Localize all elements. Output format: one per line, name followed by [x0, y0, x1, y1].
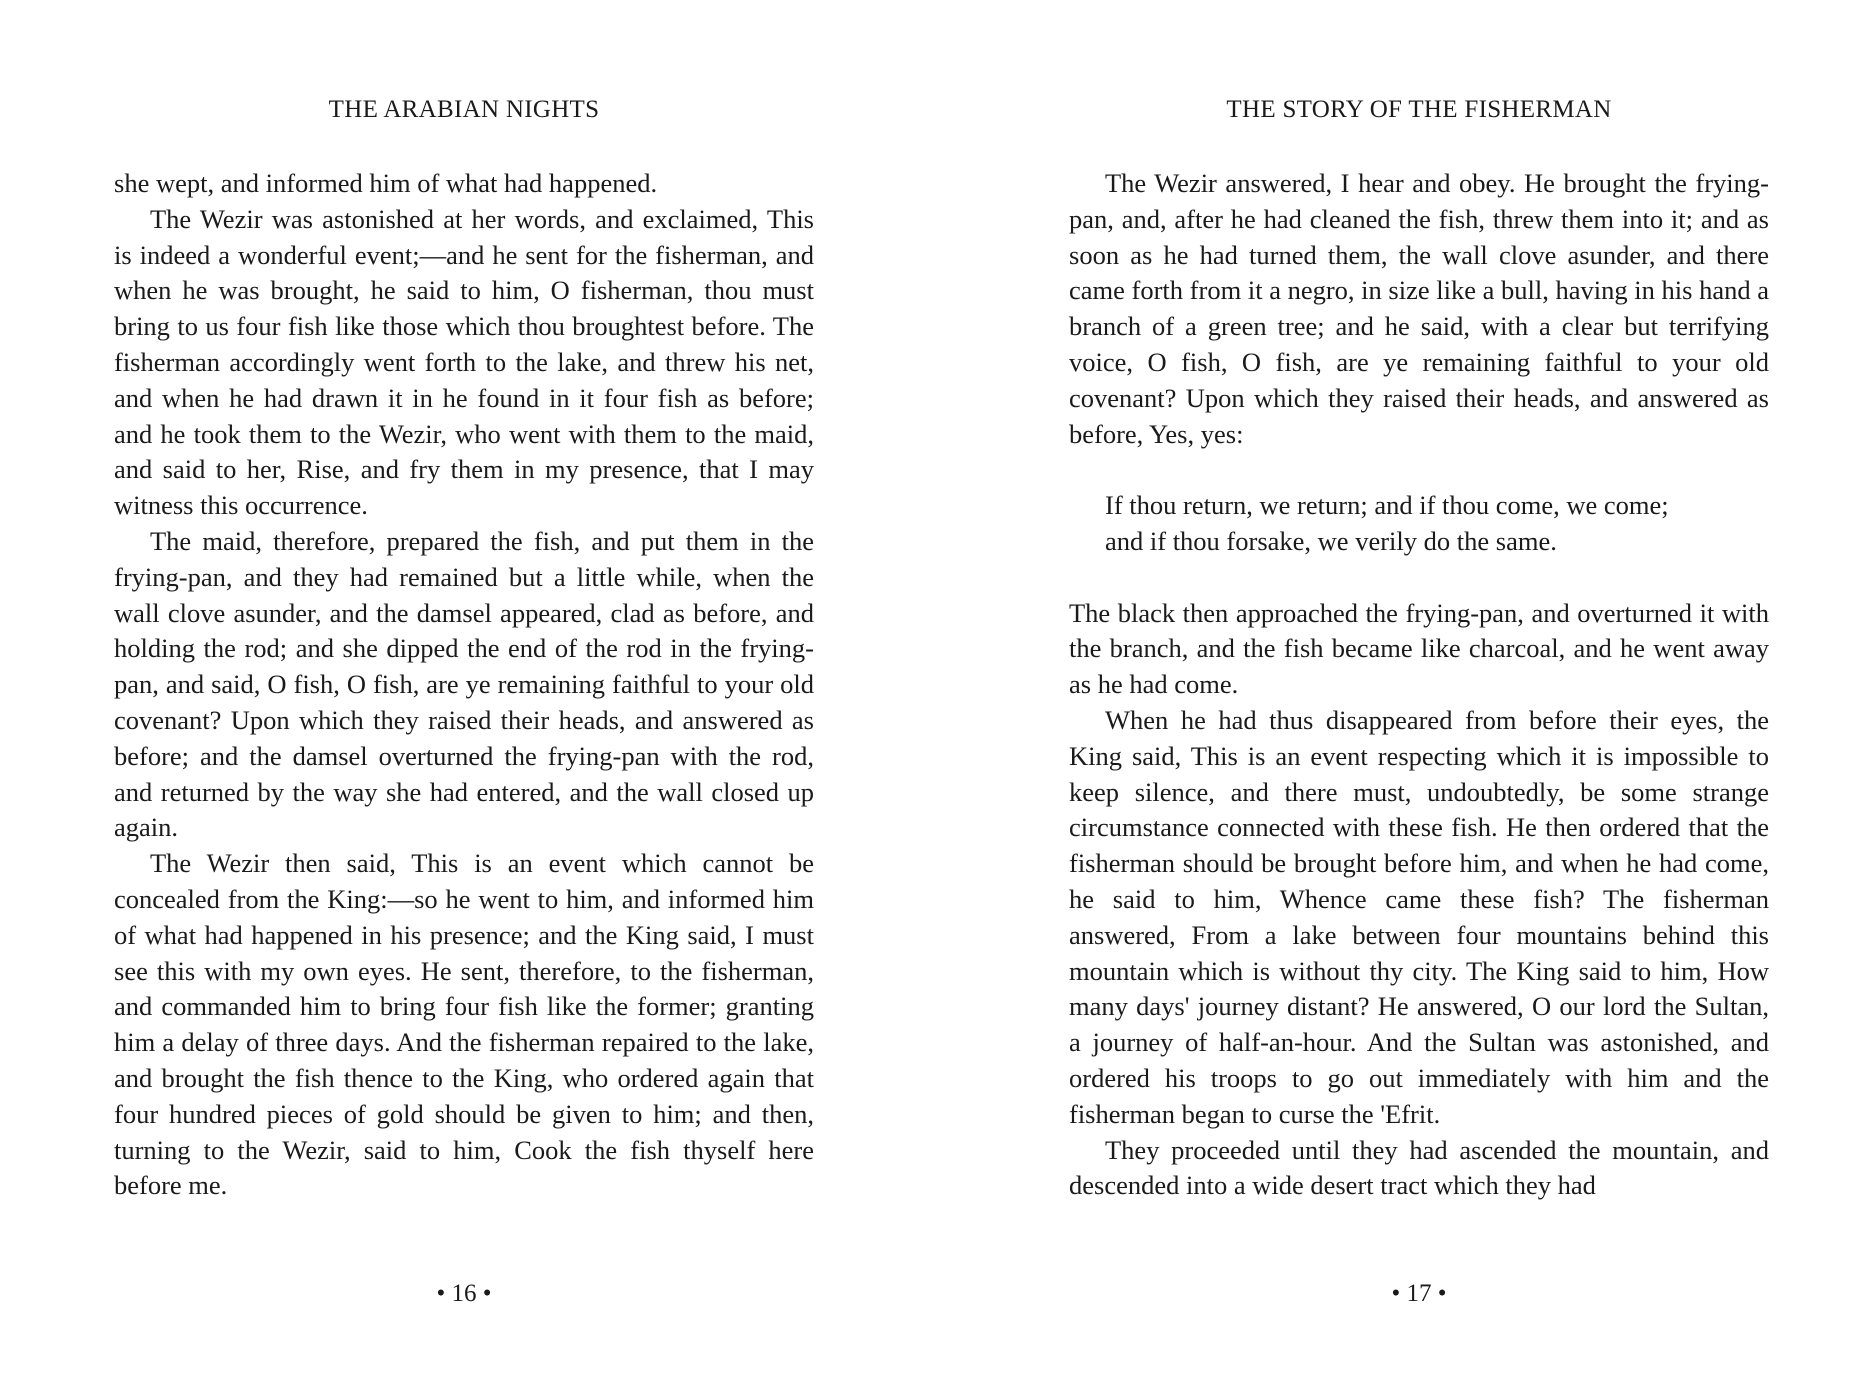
- left-paragraph-3: The maid, therefore, prepared the fish, and put them in the frying-pan, and they had remained but a little while, when the wall clove asunder, and the damsel appeared, clad as before, and holding the rod; and she dipped the end of the rod in the frying-pan, and said, O fish, O fish, are ye remaining faithful to your old covenant? Upon which they raised their heads, and answered as before; and the damsel overturned the frying-pan with the rod, and returned by the way she had entered, and the wall closed up again.: [114, 525, 814, 843]
- verse-block: [1105, 488, 1769, 560]
- verse-line-2: and if thou forsake, we verily do the same.: [1105, 525, 1557, 556]
- left-paragraph-1: she wept, and informed him of what had happened.: [114, 168, 658, 198]
- right-page-text: [1069, 166, 1769, 1204]
- right-paragraph-3: When he had thus disappeared from before their eyes, the King said, This is an event respecting which it is impossible to keep silence, and there must, undoubtedly, be some strange circumstance connected with these fish. He then ordered that the fisherman should be brought before him, and when he had come, he said to him, Whence came these fish? The fisherman answered, From a lake between four mountains behind this mountain which is without thy city. The King said to him, How many days' journey distant? He answered, O our lord the Sultan, a journey of half-an-hour. And the Sultan was astonished, and ordered his troops to go out immediately with him and the fisherman began to curse the 'Efrit.: [1069, 704, 1769, 1129]
- left-paragraph-2: The Wezir was astonished at her words, and exclaimed, This is indeed a wonderful event;—and he sent for the fisherman, and when he was brought, he said to him, O fisherman, thou must bring to us four fish like those which thou broughtest before. The fisherman accordingly went forth to the lake, and threw his net, and when he had drawn it in he found in it four fish as before; and he took them to the Wezir, who went with them to the maid, and said to her, Rise, and fry them in my presence, that I may witness this occurrence.: [114, 203, 814, 521]
- left-paragraph-4: The Wezir then said, This is an event which cannot be concealed from the King:—so he went to him, and informed him of what had happened in his presence; and the King said, I must see this with my own eyes. He sent, therefore, to the fisherman, and commanded him to bring four fish like the former; granting him a delay of three days. And the fisherman repaired to the lake, and brought the fish thence to the King, who ordered again that four hundred pieces of gold should be given to him; and then, turning to the Wezir, said to him, Cook the fish thyself here before me.: [114, 848, 814, 1201]
- page-number-right: • 17 •: [1391, 1280, 1447, 1307]
- running-head-left: THE ARABIAN NIGHTS: [328, 96, 600, 123]
- page-number-left: • 16 •: [436, 1280, 492, 1307]
- left-page: [114, 0, 814, 1396]
- right-paragraph-2: The black then approached the frying-pan, and overturned it with the branch, and the fish became like charcoal, and he went away as he had come.: [1069, 597, 1769, 700]
- right-paragraph-4: They proceeded until they had ascended the mountain, and descended into a wide desert tract which they had: [1069, 1134, 1769, 1201]
- right-page: [1069, 0, 1769, 1396]
- running-head-right: THE STORY OF THE FISHERMAN: [1226, 96, 1612, 123]
- right-paragraph-1: The Wezir answered, I hear and obey. He brought the frying-pan, and, after he had cleaned the fish, threw them into it; and as soon as he had turned them, the wall clove asunder, and there came forth from it a negro, in size like a bull, having in his hand a branch of a green tree; and he said, with a clear but terrifying voice, O fish, O fish, are ye remaining faithful to your old covenant? Upon which they raised their heads, and answered as before, Yes, yes:: [1069, 168, 1769, 449]
- verse-line-1: If thou return, we return; and if thou come, we come;: [1105, 490, 1669, 521]
- left-page-text: [114, 166, 814, 1204]
